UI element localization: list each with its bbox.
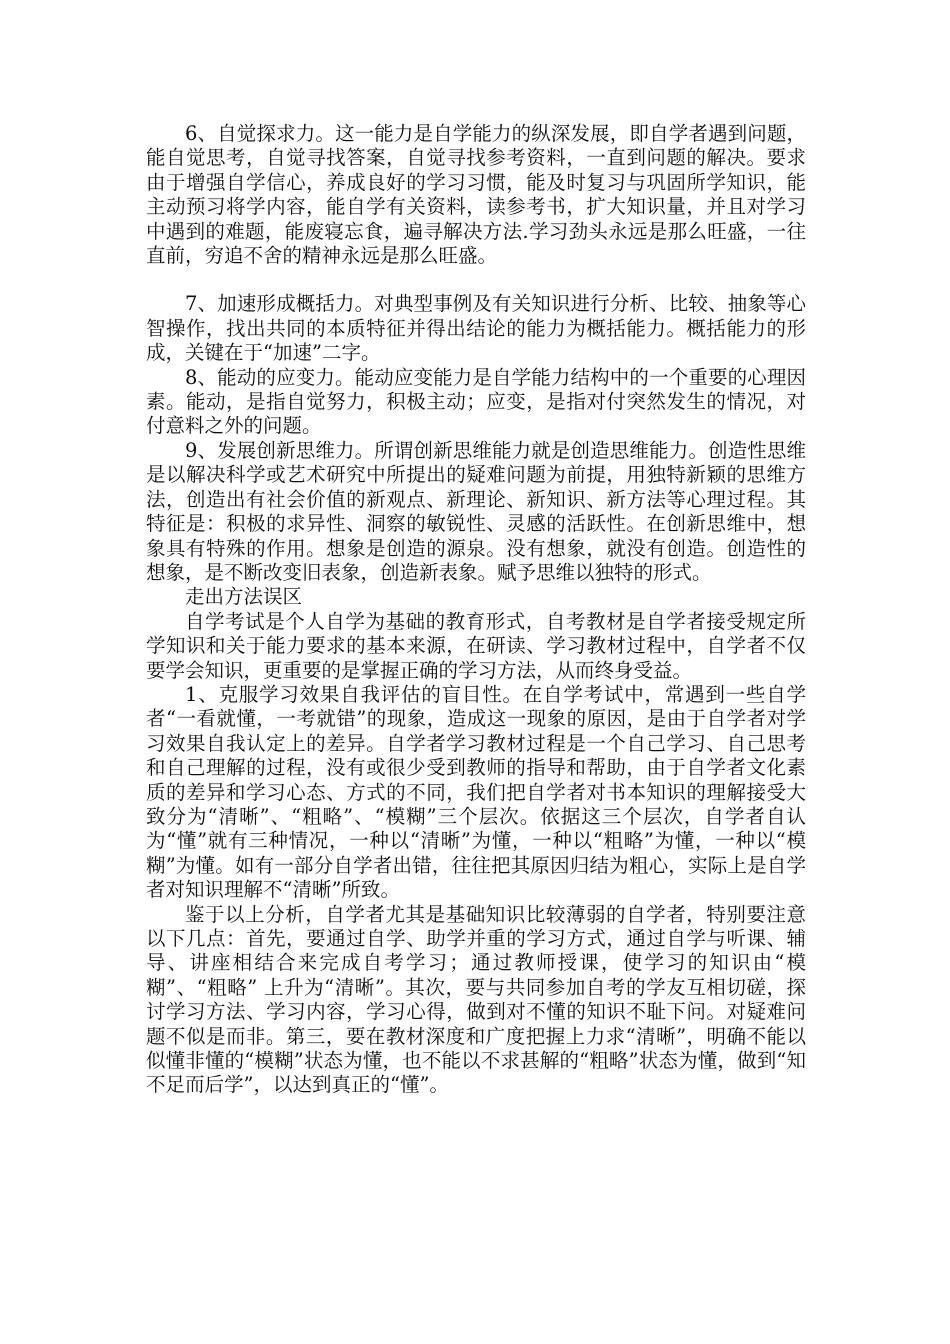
paragraph-creative-thinking: 9、发展创新思维力。所谓创新思维能力就是创造思维能力。创造性思维是以解决科学或艺术研究中所提出的疑难问题为前提，用独特新颖的思维方法，创造出有社会价值的新观点、新理论、新知识、新方法等心理过程。其特征是：积极的求异性、洞察的敏锐性、灵感的活跃性。在创新思维中，想象具有特殊的作用。想象是创造的源泉。没有想象，就没有创造。创造性的想象，是不断改变旧表象，创造新表象。赋予思维以独特的形式。 xyxy=(146,438,806,584)
paragraph-self-assessment: 1、克服学习效果自我评估的盲目性。在自学考试中，常遇到一些自学者“一看就懂，一考就错”的现象，造成这一现象的原因，是由于自学者对学习效果自我认定上的差异。自学者学习教材过程是一个自己学习、自己思考和自己理解的过程，没有或很少受到教师的指导和帮助，由于自学者文化素质的差异和学习心态、方式的不同，我们把自学者对书本知识的理解接受大致分为“清晰”、“粗略”、“模糊”三个层次。依据这三个层次，自学者自认为“懂”就有三种情况，一种以“清晰”为懂，一种以“粗略”为懂，一种以“模糊”为懂。如有一部分自学者出错，往往把其原因归结为粗心，实际上是自学者对知识理解不“清晰”所致。 xyxy=(146,682,806,902)
document-body xyxy=(146,122,806,1098)
paragraph-self-study-exam: 自学考试是个人自学为基础的教育形式，自考教材是自学者接受规定所学知识和关于能力要求的基本来源，在研读、学习教材过程中，自学者不仅要学会知识，更重要的是掌握正确的学习方法，从而终身受益。 xyxy=(146,609,806,682)
paragraph-recommendations: 鉴于以上分析，自学者尤其是基础知识比较薄弱的自学者，特别要注意以下几点：首先，要通过自学、助学并重的学习方式，通过自学与听课、辅导、讲座相结合来完成自考学习；通过教师授课，使学习的知识由“模糊”、“粗略” 上升为“清晰”。其次，要与共同参加自考的学友互相切磋，探讨学习方法、学习内容，学习心得，做到对不懂的知识不耻下问。对疑难问题不似是而非。第三，要在教材深度和广度把握上力求“清晰”，明确不能以似懂非懂的“模糊”状态为懂，也不能以不求甚解的“粗略”状态为懂，做到“知不足而后学”，以达到真正的“懂”。 xyxy=(146,902,806,1097)
section-heading-method-misconceptions: 走出方法误区 xyxy=(185,585,303,609)
paragraph-self-exploration: 6、自觉探求力。这一能力是自学能力的纵深发展，即自学者遇到问题，能自觉思考，自觉寻找答案，自觉寻找参考资料，一直到问题的解决。要求由于增强自学信心，养成良好的学习习惯，能及时复习与巩固所学知识，能主动预习将学内容，能自学有关资料，读参考书，扩大知识量，并且对学习中遇到的难题，能废寝忘食，遍寻解决方法.学习劲头永远是那么旺盛，一往直前，穷追不舍的精神永远是那么旺盛。 xyxy=(146,122,806,268)
paragraph-generalization: 7、加速形成概括力。对典型事例及有关知识进行分析、比较、抽象等心智操作，找出共同的本质特征并得出结论的能力为概括能力。概括能力的形成，关键在于“加速”二字。 xyxy=(146,292,806,365)
paragraph-adaptability: 8、能动的应变力。能动应变能力是自学能力结构中的一个重要的心理因素。能动，是指自觉努力，积极主动；应变，是指对付突然发生的情况，对付意料之外的问题。 xyxy=(146,365,806,438)
